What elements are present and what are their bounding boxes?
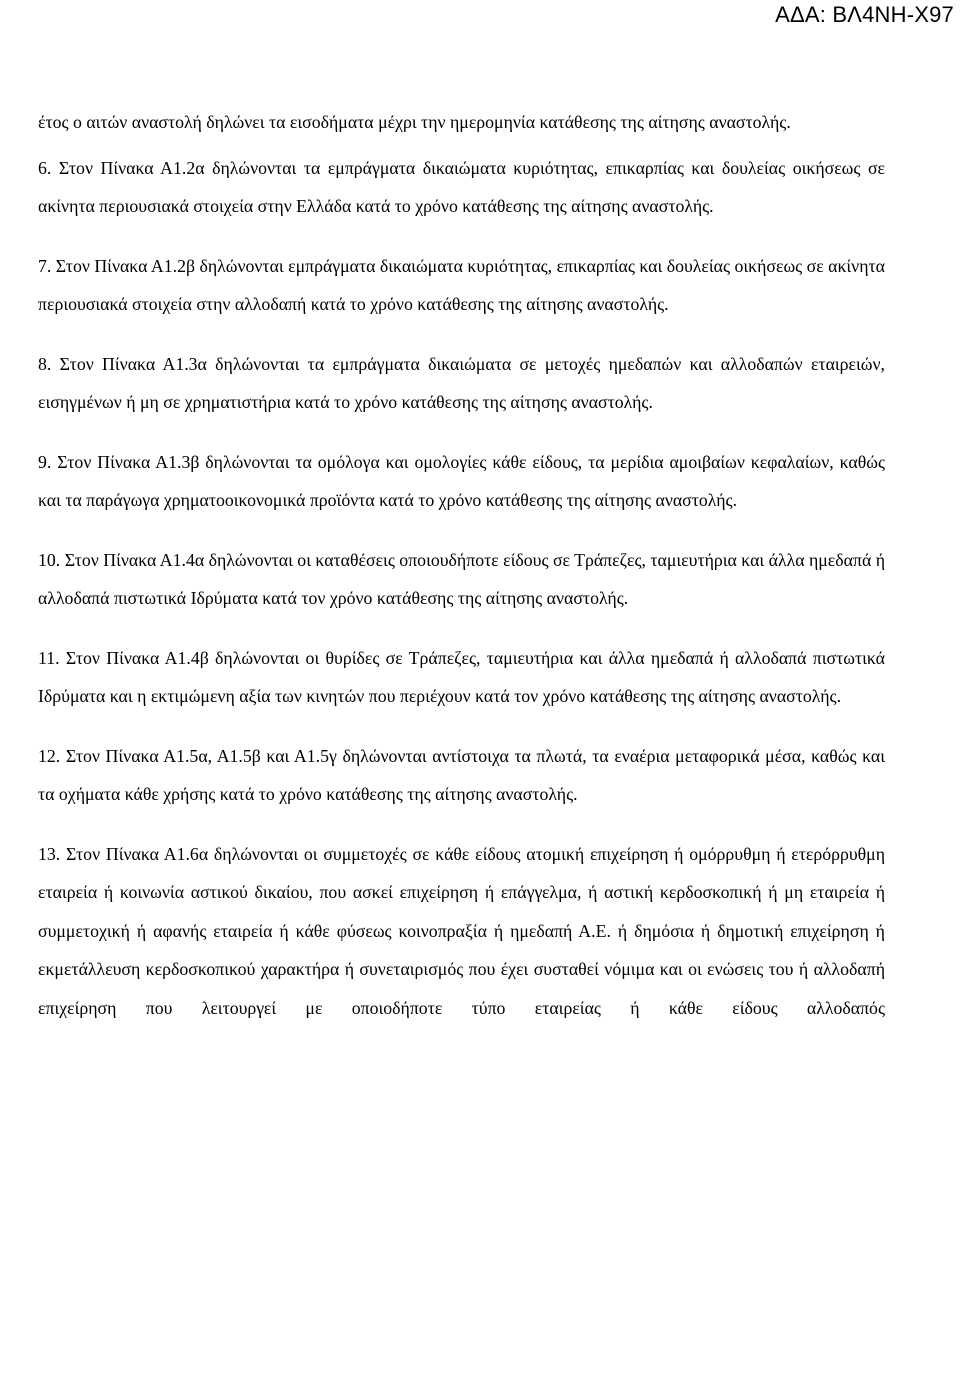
- list-item-text: Στον Πίνακα Α1.2α δηλώνονται τα εμπράγματα δικαιώματα κυριότητας, επικαρπίας και δουλείας οικήσεως σε ακίνητα περιουσιακά στοιχεία στην Ελλάδα κατά το χρόνο κατάθεσης της αίτησης αναστολής.: [38, 157, 886, 216]
- list-item-8: [38, 345, 885, 422]
- list-item-6: [38, 149, 885, 226]
- list-item-text: Στον Πίνακα Α1.6α δηλώνονται οι συμμετοχές σε κάθε είδους ατομική επιχείρηση ή ομόρρυθμη ή ετερόρρυθμη εταιρεία ή κοινωνία αστικού δικαίου, που ασκεί επιχείρηση ή επάγγελμα, ή αστική κερδοσκοπική ή μη εταιρεία ή συμμετοχική ή αφανής εταιρεία ή κάθε φύσεως κοινοπραξία ή ημεδαπή Α.Ε. ή δημόσια ή δημοτική επιχείρηση ή εκμετάλλευση κερδοσκοπικού χαρακτήρα ή συνεταιρισμός που έχει συσταθεί νόμιμα και οι ενώσεις του ή αλλοδαπή επιχείρηση που λειτουργεί με οποιοδήποτε τύπο εταιρείας ή κάθε είδους αλλοδαπός: [38, 843, 885, 1018]
- list-item-11: [38, 639, 885, 716]
- list-item-number: 9.: [38, 451, 58, 472]
- list-item-text: Στον Πίνακα Α1.2β δηλώνονται εμπράγματα δικαιώματα κυριότητας, επικαρπίας και δουλείας οικήσεως σε ακίνητα περιουσιακά στοιχεία στην αλλοδαπή κατά το χρόνο κατάθεσης της αίτησης αναστολής.: [38, 255, 885, 314]
- list-item-text: Στον Πίνακα Α1.3β δηλώνονται τα ομόλογα και ομολογίες κάθε είδους, τα μερίδια αμοιβαίων κεφαλαίων, καθώς και τα παράγωγα χρηματοοικονομικά προϊόντα κατά το χρόνο κατάθεσης της αίτησης αναστολής.: [38, 451, 886, 510]
- document-body: [38, 103, 885, 1027]
- list-item-12: [38, 737, 885, 814]
- list-item-10: [38, 541, 885, 618]
- list-item-text: Στον Πίνακα Α1.5α, Α1.5β και Α1.5γ δηλώνονται αντίστοιχα τα πλωτά, τα εναέρια μεταφορικά μέσα, καθώς και τα οχήματα κάθε χρήσης κατά το χρόνο κατάθεσης της αίτησης αναστολής.: [38, 745, 885, 804]
- list-item-number: 6.: [38, 157, 59, 178]
- list-item-text: Στον Πίνακα Α1.4α δηλώνονται οι καταθέσεις οποιουδήποτε είδους σε Τράπεζες, ταμιευτήρια και άλλα ημεδαπά ή αλλοδαπά πιστωτικά Ιδρύματα κατά τον χρόνο κατάθεσης της αίτησης αναστολής.: [38, 549, 886, 608]
- list-item-text: Στον Πίνακα Α1.3α δηλώνονται τα εμπράγματα δικαιώματα σε μετοχές ημεδαπών και αλλοδαπών εταιρειών, εισηγμένων ή μη σε χρηματιστήρια κατά το χρόνο κατάθεσης της αίτησης αναστολής.: [38, 353, 885, 412]
- list-item-number: 11.: [38, 647, 66, 668]
- list-item-number: 8.: [38, 353, 60, 374]
- list-item-text: Στον Πίνακα Α1.4β δηλώνονται οι θυρίδες σε Τράπεζες, ταμιευτήρια και άλλα ημεδαπά ή αλλοδαπά πιστωτικά Ιδρύματα και η εκτιμώμενη αξία των κινητών που περιέχουν κατά τον χρόνο κατάθεσης της αίτησης αναστολής.: [38, 647, 885, 706]
- list-item-7: [38, 247, 885, 324]
- list-item-number: 13.: [38, 843, 66, 864]
- list-item-9: [38, 443, 885, 520]
- list-item-number: 7.: [38, 255, 56, 276]
- list-item-number: 10.: [38, 549, 65, 570]
- list-item-13: [38, 835, 885, 1028]
- ada-code: ΑΔΑ: ΒΛ4ΝΗ-Χ97: [775, 2, 954, 27]
- intro-paragraph: έτος ο αιτών αναστολή δηλώνει τα εισοδήματα μέχρι την ημερομηνία κατάθεσης της αίτησης αναστολής.: [38, 112, 791, 132]
- list-item-number: 12.: [38, 745, 66, 766]
